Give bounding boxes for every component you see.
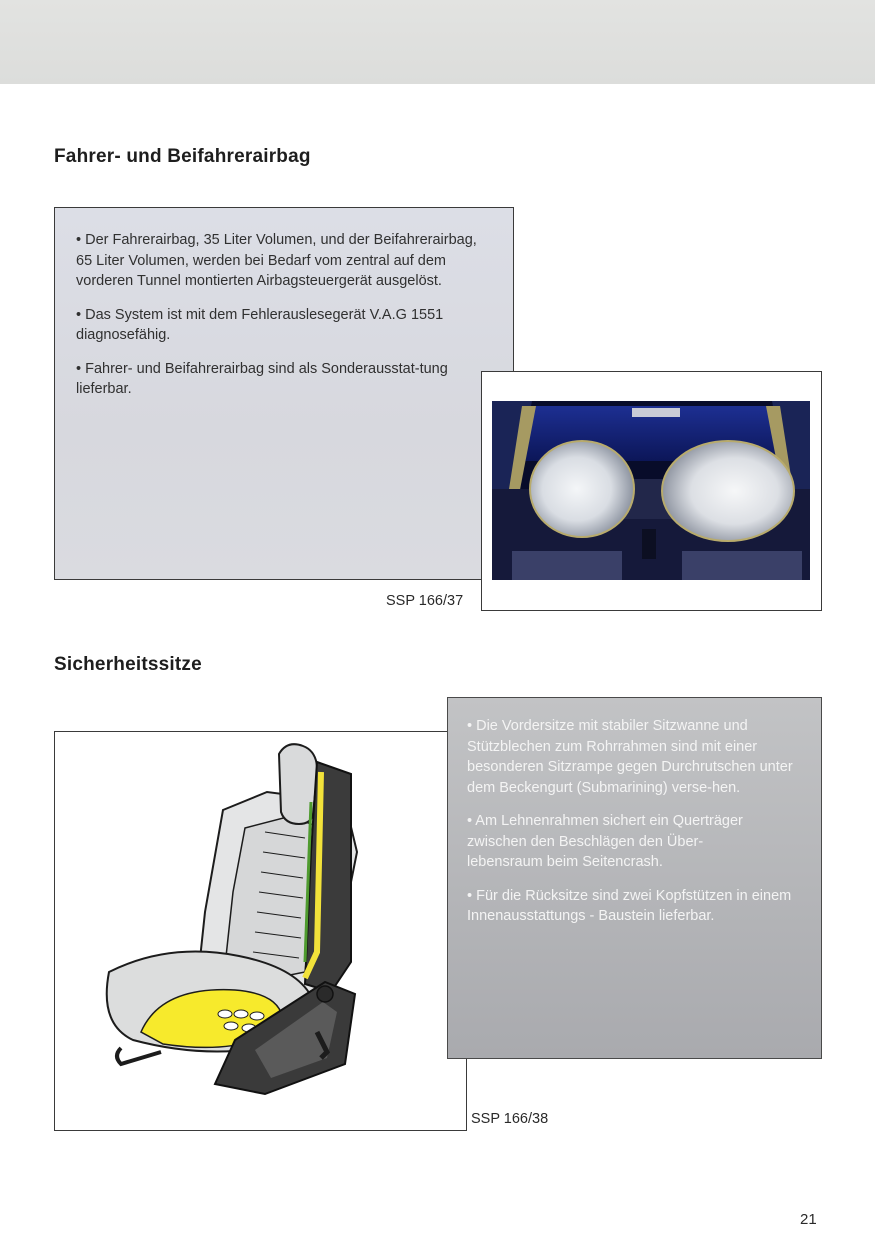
caption-ssp-166-37: SSP 166/37 xyxy=(386,593,464,609)
airbag-bullet-1: • Der Fahrerairbag, 35 Liter Volumen, und der Beifahrerairbag, 65 Liter Volumen, werden bei Bedarf vom zentral auf dem vorderen Tunnel montierten Airbagsteuergerät ausgelöst. xyxy=(76,232,477,289)
section-heading-seats: Sicherheitssitze xyxy=(54,654,202,675)
airbag-bullet-2: • Das System ist mit dem Fehlerauslesegerät V.A.G 1551 diagnosefähig. xyxy=(76,306,444,343)
seats-bullet-2: • Am Lehnenrahmen sichert ein Querträger zwischen den Beschlägen den Über-lebensraum beim Seitencrash. xyxy=(467,813,743,870)
caption-ssp-166-38: SSP 166/38 xyxy=(471,1111,549,1127)
airbag-photo-frame xyxy=(481,371,822,611)
airbag-deployment-illustration xyxy=(492,401,810,580)
seats-text-box xyxy=(447,697,822,1059)
seat-illustration-frame xyxy=(54,731,467,1131)
seats-text xyxy=(467,716,812,940)
airbag-bullet-3: • Fahrer- und Beifahrerairbag sind als Sonderausstat-tung lieferbar. xyxy=(76,360,448,397)
airbag-text-box xyxy=(54,207,514,580)
header-band xyxy=(0,0,875,84)
seats-bullet-3: • Für die Rücksitze sind zwei Kopfstützen in einem Innenausstattungs - Baustein lieferbar. xyxy=(467,887,792,924)
seat-illustration xyxy=(55,732,466,1130)
page-number: 21 xyxy=(800,1211,817,1228)
section-heading-airbag: Fahrer- und Beifahrerairbag xyxy=(54,146,311,167)
seats-bullet-1: • Die Vordersitze mit stabiler Sitzwanne und Stützblechen zum Rohrrahmen sind mit einer besonderen Sitzrampe gegen Durchrutschen unter dem Beckengurt (Submarining) verse-hen. xyxy=(467,718,793,796)
airbag-photo xyxy=(492,401,810,580)
airbag-text xyxy=(76,230,481,413)
